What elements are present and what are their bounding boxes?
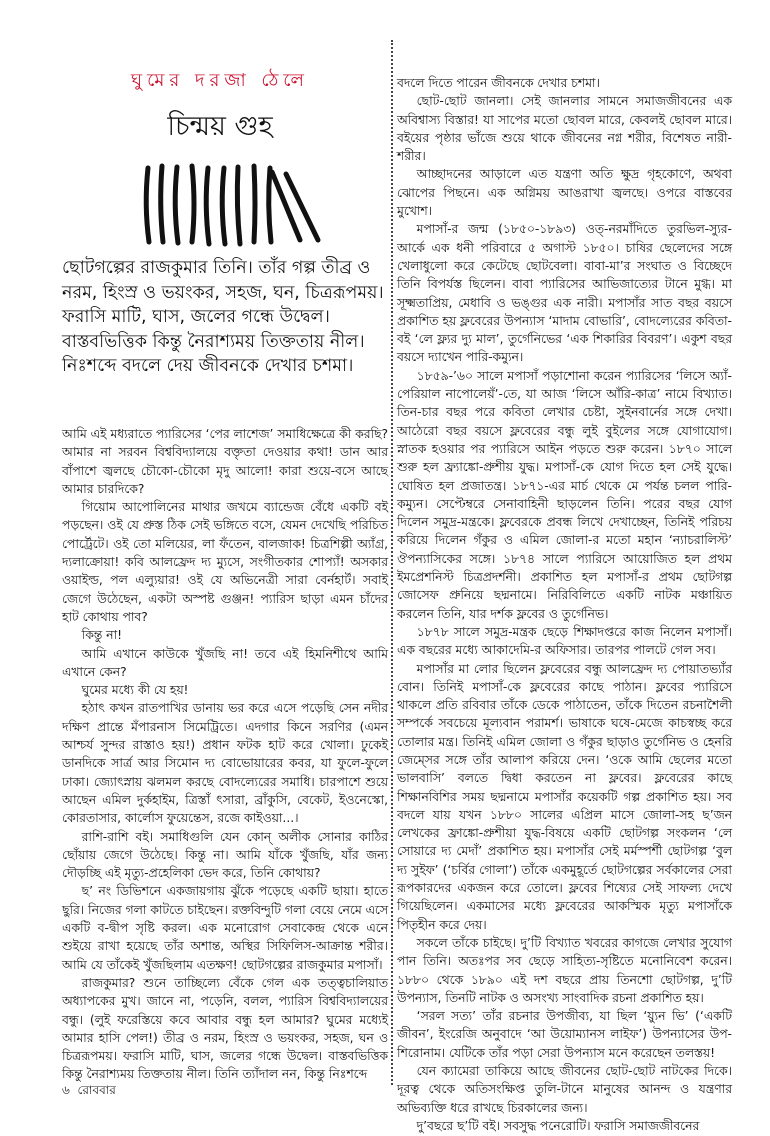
paragraph: গিয়োম আপোলিনের মাথার জখমে ব্যান্ডেজ বেঁধে একটি বই পড়ছেন। ওই যে প্রুস্ত ঠিক সেই ভঙ্গিতে বসে, যেমন দেখেছি পরিচিত পোর্ট্রেটে। ওই তো মলিয়ের, লা ফঁতেন, বালজাক! চিত্রশিল্পী অ্যাঁগ্র, দ্যলাক্রোয়া! কবি আলফ্রেদ দ্য ম্যুসে, সংগীতকার শোপ্যাঁ! অসকার ওয়াইল্ড, পল এল্যুয়ার! ওই যে অভিনেত্রী সারা বের্নহার্ট। সবাই জেগে উঠেছেন, একটা অস্পষ্ট গুঞ্জন! প্যারিস ছাড়া এমন চাঁদের হাট কোথায় পাব?	[62, 500, 388, 624]
paragraph: ছ’ নং ডিভিশনে একজায়গায় ঝুঁকে পড়েছে একটি ছায়া। হাতে ছুরি। নিজের গলা কাটতে চাইছেন। রক্তবিন্দুটি গলা বেয়ে নেমে এসে একটি ব-দ্বীপ সৃষ্টি করল। এক মনোরোগ সেবাকেন্দ্র থেকে এনে শুইয়ে রাখা হয়েছে তাঁর অশান্ত, অস্থির সিফিলিস-আক্রান্ত শরীর। আমি যে তাঁকেই খুঁজছিলাম এতক্ষণ! ছোটগল্পের রাজকুমার মপাসাঁ।	[62, 884, 388, 972]
intro-line: নরম, হিংস্র ও ভয়ংকর, সহজ, ঘন, চিত্ররূপময়।	[62, 282, 384, 303]
paragraph: ঘুমের মধ্যে কী যে হয়!	[81, 683, 189, 698]
paragraph: কিন্তু না!	[81, 628, 123, 643]
paragraph: বদলে দিতে পারেন জীবনকে দেখার চশমা।	[397, 76, 600, 90]
paragraph: রাজকুমার? শুনে তাচ্ছিল্যে বেঁকে গেল এক তত্ত্বচালিয়াত অধ্যাপকের মুখ। জানে না, পড়েনি, বলল, প্যারিস বিশ্ববিদ্যালয়ের বন্ধু। (লুই ফরেস্তিয়ে কবে আবার বন্ধু হল আমার? ঘুমের মধ্যেই আমার হাসি পেল!) তীব্র ও নরম, হিংস্র ও ভয়ংকর, সহজ, ঘন ও চিত্ররূপময়। ফরাসি মাটি, ঘাস, জলের গন্ধে উদ্বেল। বাস্তবভিত্তিক কিন্তু নৈরাশ্যময় তিক্ততায় নীল। তিনি ত্যাঁদাল নন, কিন্তু নিঃশব্দে	[62, 975, 388, 1082]
page-number: ৬	[62, 1083, 70, 1097]
intro-line: ছোটগল্পের রাজকুমার তিনি। তাঁর গল্প তীব্র ও	[62, 258, 371, 278]
column-divider	[391, 40, 393, 1085]
paragraph: আমি এই মধ্যরাতে প্যারিসের ‘পের লাশেজ’ সমাধিক্ষেত্রে কী করছি? আমার না সরবন বিশ্ববিদ্যালয়ে বক্তৃতা দেওয়ার কথা! ডান আর বাঁপাশে জ্বলছে চৌকো-চৌকো মৃদু আলো! কারা শুয়ে-বসে আছে আমার চারদিকে?	[62, 427, 388, 496]
page-footer	[62, 1082, 116, 1102]
paragraph: ছোট-ছোট জানলা। সেই জানলার সামনে সমাজজীবনের এক অবিশ্বাস্য বিস্তার! যা সাপের মতো ছোবল মারে, কেবলই ছোবল মারে। বইয়ের পৃষ্ঠার ভাঁজে শুয়ে থাকে জীবনের নগ্ন শরীর, বিশেষত নারী-শরীর।	[397, 94, 732, 164]
brush-strokes-illustration	[140, 160, 330, 250]
publication-name: রোববার	[77, 1083, 116, 1097]
author-name: চিন্ময় গুহ	[167, 111, 273, 142]
article-intro	[62, 256, 392, 379]
paragraph: মপাসাঁ-র জন্ম (১৮৫০-১৮৯৩) ওত্-নরমাঁদিতে তুরভিল-স্যুর-আর্কে এক ধনী পরিবারে ৫ অগাস্ট ১৮৫০। চাষির ছেলেদের সঙ্গে খেলাধুলো করে কেটেছে ছোটবেলা। বাবা-মা’র সংঘাত ও বিচ্ছেদে তিনি বিপর্যস্ত ছিলেন। বাবা প্যারিসের আভিজাত্যের টানে মুগ্ধ। মা সূক্ষ্মতাপ্রিয়, মেধাবি ও ভঙ্গুর এক নারী। মপাসাঁর সাত বছর বয়সে প্রকাশিত হয় ফ্লবেরের উপন্যাস ‘মাদাম বোভারি’, বোদল্যেরের কবিতা-বই ‘লে ফ্ল্যর দ্যু মাল’, তুর্গেনিভের ‘এক শিকারির বিবরণ’। একুশ বছর বয়সে দ্যাখেন পারি-কম্যুন।	[397, 222, 732, 365]
paragraph: যেন ক্যামেরা তাকিয়ে আছে জীবনের ছোট-ছোট নাটকের দিকে। দূরত্ব থেকে অতিসংক্ষিপ্ত তুলি-টানে মানুষের আনন্দ ও যন্ত্রণার অভিব্যক্তি ধরে রাখছে চিরকালের জন্য।	[397, 1064, 732, 1115]
right-column-body	[397, 74, 732, 1135]
article-kicker: ঘুমের দরজা ঠেলে	[131, 70, 309, 91]
paragraph: রাশি-রাশি বই। সমাধিগুলি যেন কোন্ অলীক সোনার কাঠির ছোঁয়ায় জেগে উঠেছে। কিন্তু না। আমি যাঁকে খুঁজছি, যাঁর জন্য দৌড়চ্ছি এই মৃত্যু-প্রহেলিকা ভেদ করে, তিনি কোথায়?	[62, 829, 388, 881]
intro-line: নিঃশব্দে বদলে দেয় জীবনকে দেখার চশমা।	[62, 356, 354, 376]
left-column-body	[62, 425, 388, 1084]
paragraph: মপাসাঁর মা লোর ছিলেন ফ্লবেরের বন্ধু আলফ্রেদ দ্য পোয়াতভ্যাঁর বোন। তিনিই মপাসাঁ-কে ফ্লবেরের কাছে পাঠান। ফ্লবের প্যারিসে থাকলে প্রতি রবিবার তাঁকে ডেকে পাঠাতেন, তাঁকে দিতেন রচনাশৈলী সম্পর্কে সবচেয়ে মূল্যবান পরামর্শ। ভাষাকে ঘষে-মেজে কাচস্বচ্ছ করে তোলার মন্ত্র। তিনিই এমিল জোলা ও গঁকুর ছাড়াও তুর্গেনিভ ও হেনরি জেম্সের সঙ্গে তাঁর আলাপ করিয়ে দেন। ‘ওকে আমি ছেলের মতো ভালবাসি’ বলতে দ্বিধা করতেন না ফ্লবের। ফ্লবেরের কাছে শিক্ষানবিশির সময় ছদ্মনামে মপাসাঁর কয়েকটি গল্প প্রকাশিত হয়। সব বদলে যায় যখন ১৮৮০ সালের এপ্রিল মাসে জোলা-সহ ছ’জন লেখকের ফ্রাঙ্কো-প্রুশীয়া যুদ্ধ-বিষয়ে একটি ছোটগল্প সংকলন ‘লে সোয়ারে দ্য মেদাঁ’ প্রকাশিত হয়। মপাসাঁর সেই মর্মস্পর্শী ছোটগল্প ‘বুল দ্য সুইফ’ (‘চর্বির গোলা’) তাঁকে একমুহূর্তে ছোটগল্পের সর্বকালের সেরা রূপকারদের একজন করে তোলে। ফ্লবের শিষ্যের সেই সাফল্য দেখে গিয়েছিলেন। একমাসের মধ্যে ফ্লবেরের আকস্মিক মৃত্যু মপাসাঁকে পিতৃহীন করে দেয়।	[397, 661, 732, 932]
paragraph: দু’বছরে ছ’টি বই। সবসুদ্ধ পনেরোটি। ফরাসি সমাজজীবনের	[416, 1118, 700, 1133]
paragraph: ‘সরল সত্য’ তাঁর রচনার উপজীব্য, যা ছিল ‘য়্যুন ভি’ (‘একটি জীবন’, ইংরেজি অনুবাদে ‘আ উয়োম্যানস লাইফ’) উপন্যাসের উপ-শিরোনাম। যেটিকে তাঁর পড়া সেরা উপন্যাস মনে করেছেন তলস্তয়!	[397, 1009, 732, 1060]
paragraph: আচ্ছাদনের আড়ালে এত যন্ত্রণা অতি ক্ষুদ্র গৃহকোণে, অথবা ঝোপের পিছনে। এক অগ্নিময় আঙরাখা জ্বলছে। ওপরে বাস্তবের মুখোশ।	[397, 167, 732, 219]
paragraph: হঠাৎ কখন রাতপাখির ডানায় ভর করে এসে পড়েছি সেন নদীর দক্ষিণ প্রান্তে মঁপারনাস সিমেট্রিতে। এদগার কিনে সরণির (এমন আশ্চর্য সুন্দর রাস্তাও হয়!) প্রধান ফটক হাট করে খোলা। ঢুকেই ডানদিকে সার্ত্র আর সিমোন দ্য বোভোয়ারের কবর, যা ফুলে-ফুলে ঢাকা। জ্যোৎস্নায় ঝলমল করছে বোদল্যেরের সমাধি। চারপাশে শুয়ে আছেন এমিল দুর্কহাইম, ত্রিস্তাঁ ৎসারা, ব্রাঁকুসি, বেকেট, ইওনেস্কো, কোরতাসার, কার্লোস ফুয়েন্তেস, রজে কাইওয়া...।	[62, 701, 388, 826]
intro-line: ফরাসি মাটি, ঘাস, জলের গন্ধে উদ্বেল।	[62, 307, 330, 327]
paragraph: ১৮৭৮ সালে সমুদ্র-মন্ত্রক ছেড়ে শিক্ষাদপ্তরে কাজ নিলেন মপাসাঁ। এক বছরের মধ্যে আকাদেমি-র অফিসার। তারপর পালটে গেল সব।	[397, 624, 732, 658]
paragraph: ১৮৫৯-’৬০ সালে মপাসাঁ পড়াশোনা করেন প্যারিসের ‘লিসে অ্যাঁ-পেরিয়াল নাপোলেয়ঁ’-তে, যা আজ ‘লিসে আঁরি-কাত্র’ নামে বিখ্যাত। তিন-চার বছর পরে কবিতা লেখার চেষ্টা, সুইনবার্নের সঙ্গে দেখা। আঠেরো বছর বয়সে ফ্লবেরের বন্ধু লুই বুইলের সঙ্গে যোগাযোগ। স্নাতক হওয়ার পর প্যারিসে আইন পড়তে শুরু করেন। ১৮৭০ সালে শুরু হল ফ্র্যাঙ্কো-প্রুশীয় যুদ্ধ। মপাসাঁ-কে যোগ দিতে হল সেই যুদ্ধে। ঘোষিত হল প্রজাতন্ত্র। ১৮৭১-এর মার্চ থেকে মে পর্যন্ত চলল পারি-কম্যুন। সেপ্টেম্বরে সেনাবাহিনী ছাড়লেন তিনি। পরের বছর যোগ দিলেন সমুদ্র-মন্ত্রকে। ফ্লবেরকে প্রবন্ধ লিখে দেখাচ্ছেন, তিনিই পরিচয় করিয়ে দিলেন গঁকুর ও এমিল জোলা-র মতো মহান ‘ন্যাচরালিস্ট’ ঔপন্যাসিকের সঙ্গে। ১৮৭৪ সালে প্যারিসে আয়োজিত হল প্রথম ইমপ্রেশনিস্ট চিত্রপ্রদর্শনী। প্রকাশিত হল মপাসাঁ-র প্রথম ছোটগল্প জোসেফ প্রুনিয়ে ছদ্মনামে। নিরিবিলিতে একটি নাটক মঞ্চায়িত করলেন তিনি, যার দর্শক ফ্লবের ও তুর্গেনিভ।	[397, 368, 732, 621]
intro-line: বাস্তবভিত্তিক কিন্তু নৈরাশ্যময় তিক্ততায় নীল।	[62, 331, 365, 352]
paragraph: আমি এখানে কাউকে খুঁজছি না! তবে এই হিমনিশীথে আমি এখানে কেন?	[62, 646, 388, 679]
paragraph: সকলে তাঁকে চাইছে। দু’টি বিখ্যাত খবরের কাগজে লেখার সুযোগ পান তিনি। অতঃপর সব ছেড়ে সাহিত্য-সৃষ্টিতে মনোনিবেশ করেন। ১৮৮০ থেকে ১৮৯০ এই দশ বছরে প্রায় তিনশো ছোটগল্প, দু’টি উপন্যাস, তিনটি নাটক ও অসংখ্য সাংবাদিক রচনা প্রকাশিত হয়।	[397, 935, 732, 1005]
